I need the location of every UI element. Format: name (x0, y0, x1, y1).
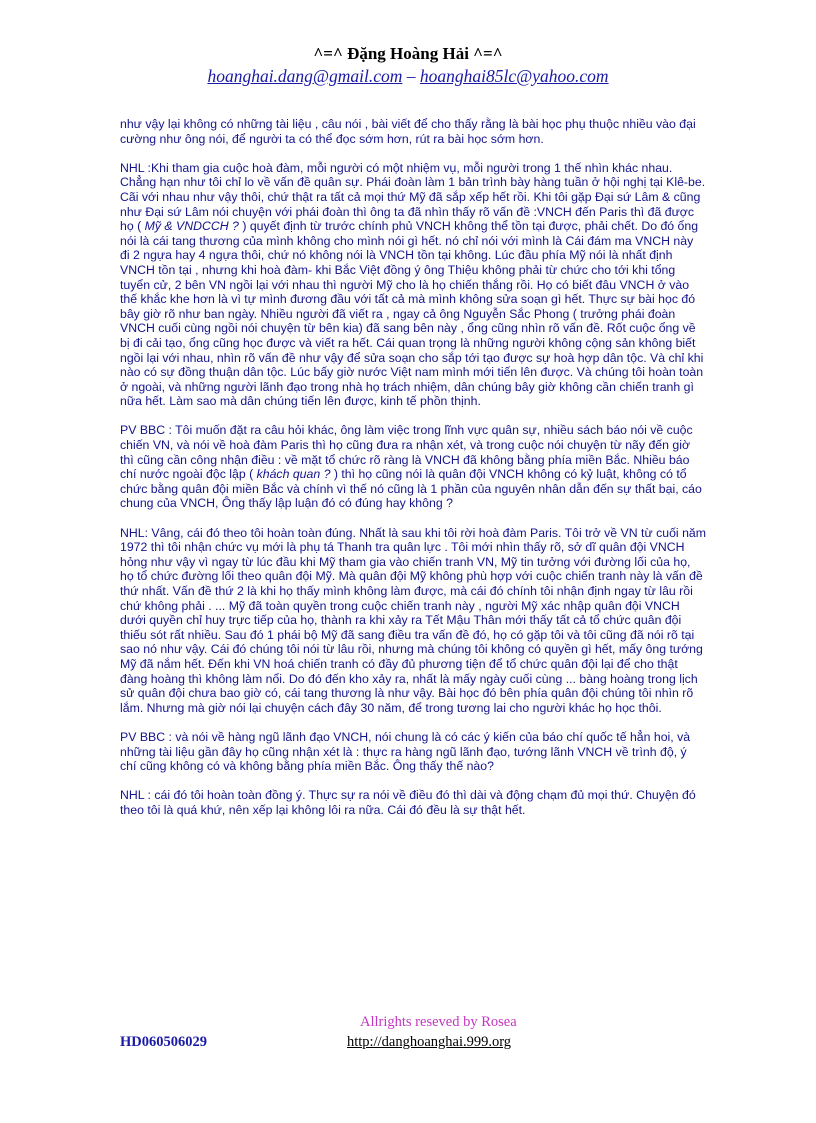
paragraph-text: PV BBC : và nói về hàng ngũ lãnh đạo VNCH, nói chung là có các ý kiến của báo chí quốc tế hẳn hoi, và những tài liệu gần đây họ cũng nhận xét là : thực ra hàng ngũ lãnh đạo, tướng lãnh VNCH về trình độ, ý chí cũng không có và không bằng phía miền Bắc. Ông thấy thế nào? (120, 729, 691, 774)
paragraph (120, 117, 706, 146)
email-link-yahoo[interactable]: hoanghai85lc@yahoo.com (419, 66, 609, 86)
footer-website-link[interactable]: http://danghoanghai.999.org (347, 1034, 512, 1050)
paragraph (120, 526, 706, 716)
header-emails (0, 66, 816, 87)
paragraph-text: PV BBC : Tôi muốn đặt ra câu hỏi khác, ông làm việc trong lĩnh vực quân sự, nhiều sách báo nói về cuộc chiến VN, và nói về hoà đàm Paris thì họ cũng đưa ra nhận xét, và trong cuộc nói chuyện từ nãy đến giờ thì cũng cần công nhận điều : về mặt tổ chức rõ ràng là VNCH đã không bằng phía miền Bắc. Nhiều báo chí nước ngoài độc lập ( (120, 423, 693, 482)
footer-document-id: HD060506029 (120, 1034, 207, 1050)
email-link-gmail[interactable]: hoanghai.dang@gmail.com (207, 66, 403, 86)
paragraph-text: NHL: Vâng, cái đó theo tôi hoàn toàn đúng. Nhất là sau khi tôi rời hoà đàm Paris. Tôi trở về VN từ cuối năm 1972 thì tôi nhận chức vụ mới là phụ tá Thanh tra quân lực . Tôi mới nhìn thấy rõ, sở dĩ quân đội VNCH hỏng như vậy vì ngay từ lúc đầu khi Mỹ tham gia vào chiến tranh VN, Mỹ tin tưởng với đường lối của họ, họ tổ chức đường lối theo quân đội Mỹ. Mà quân đội Mỹ không phù hợp với cuộc chiến tranh này là vấn đề thứ nhất. Vấn đề thứ 2 là khi họ thấy mình không làm được, mà cái đó chính tôi nhận định ngay từ lâu rồi chứ không phải . ... Mỹ đã toàn quyền trong cuộc chiến tranh này , người Mỹ xác nhập quân đội VNCH dưới quyền chỉ huy trực tiếp của họ, thành ra khi xảy ra Tết Mậu Thân mới thấy tất cả tổ chức quân đội thiếu sót rất nhiều. Sau đó 1 phái bộ Mỹ đã sang điều tra vấn đề đó, họ có gặp tôi và tôi cũng đã nói rõ tại sao nó như vậy. Cái đó chúng tôi nói từ lâu rồi, nhưng mà chúng tôi không có quyền gì hết, mấy ông tướng Mỹ đã nắm hết. Đến khi VN hoá chiến tranh có đầy đủ phương tiện để tổ chức quân đội lại để cho thật đàng hoàng thì không làm nổi. Do đó đến kho xảy ra, nhất là mấy ngày cuối cùng ... bàng hoàng trong lịch sử quân đội chưa bao giờ có, cái tang thương là như vậy. Bài học đó bên phía quân đội chúng tôi nhìn rõ lắm. Nhưng mà giờ nói lại chuyện cách đây 30 năm, để trong tương lai cho người khác họ học thôi. (120, 525, 706, 715)
paragraph-text: NHL : cái đó tôi hoàn toàn đồng ý. Thực sự ra nói về điều đó thì dài và động chạm đủ mọi thứ. Chuyện đó theo tôi là quá khứ, nên xếp lại không lôi ra nữa. Cái đó đều là sự thật hết. (120, 788, 696, 817)
footer-copyright: Allrights reseved by Rosea (360, 1014, 517, 1030)
paragraph (120, 730, 706, 774)
paragraph-italic: Mỹ & VNDCCH ? (144, 219, 239, 234)
paragraph-text: như vậy lại không có những tài liệu , câu nói , bài viết để cho thấy rằng là bài học phụ thuộc nhiều vào đại cường như ông nói, để người ta có thể đọc sớm hơn, rút ra bài học sớm hơn. (120, 117, 696, 146)
paragraph (120, 788, 706, 817)
email-separator: – (402, 66, 420, 86)
paragraph-italic: khách quan ? (256, 467, 331, 482)
paragraph-text: ) thì họ cũng nói là quân đội VNCH không có kỷ luật, không có tổ chức bằng quân đội miền Bắc và chính vì thế nó cũng là 1 phần của nguyên nhân dẫn đến sự thất bại, cáo chung của VNCH, Ông thấy lập luận đó có đúng hay không ? (120, 467, 702, 511)
paragraph (120, 161, 706, 409)
article-body (120, 117, 706, 818)
paragraph (120, 423, 706, 511)
page-title: ^=^ Đặng Hoàng Hải ^=^ (313, 44, 503, 63)
paragraph-text: NHL :Khi tham gia cuộc hoà đàm, mỗi người có một nhiệm vụ, mỗi người trong 1 thế nhìn khác nhau. Chẳng hạn như tôi chỉ lo về vấn đề quân sự. Phái đoàn làm 1 bản trình bày hàng tuần ở hội nghị tại Klê-be. Cãi với nhau như vậy thôi, chứ thật ra tất cả mọi thứ Mỹ đã sắp xếp hết rồi. Khi tôi gặp Đại sứ Lâm & cũng như Đại sứ Lâm nói chuyện với phái đoàn thì ông ta đã nhìn thấy rõ vấn đề :VNCH đến Paris thì đã được họ ( (120, 160, 706, 234)
paragraph-text: ) quyết định từ trước chính phủ VNCH không thể tồn tại được, phải chết. Do đó ổng nói là cái tang thương của mình không cho mình nói gì hết. nó chỉ nói với mình là Cái đám ma VNCH này đi 2 ngựa hay 4 ngựa thôi, chứ nó không nói là VNCH tồn tại không. Lúc đầu phía Mỹ nói là nhất định VNCH tồn tại , nhưng khi hoà đàm- khi Bắc Việt đồng ý ông Thiệu không phải từ chức cho tới khi tổng tuyển cử, 2 bên VN ngồi lại với nhau thì người Mỹ cho là họ chiến thắng rồi. Họ có biết đâu VNCH ở vào thế khắc khe hơn là vì tự mình đương đầu với tất cả mà mình không sửa soạn gì hết. Thực sự bài học đó bây giờ rõ như ban ngày. Nhiều người đã viết ra , ngay cả ông Nguyễn Sắc Phong ( trưởng phái đoàn VNCH cuối cùng ngồi nói chuyện từ bên kia) đã sang bên này , ổng cũng nhìn rõ vấn đề. Rốt cuộc ổng về bị đi cải tạo, ổng cũng học được và viết ra hết. Cái quan trọng là những người không cộng sản không biết ngồi lại với nhau, nhìn rõ vấn đề như vậy để sửa soạn cho sắp tới tạo được sự hoà hợp dân tộc. Và chỉ khi nào có sự đồng thuận dân tộc. Lúc bấy giờ nước Việt nam mình mới tiến lên được. Và chúng tôi hoàn toàn ở ngoài, và những người lãnh đạo trong nhà họ trách nhiệm, dân chúng bây giờ không cần chiến tranh gì nữa hết. Làm sao mà dân chúng tiến lên được, kinh tế phồn thịnh. (120, 219, 704, 409)
